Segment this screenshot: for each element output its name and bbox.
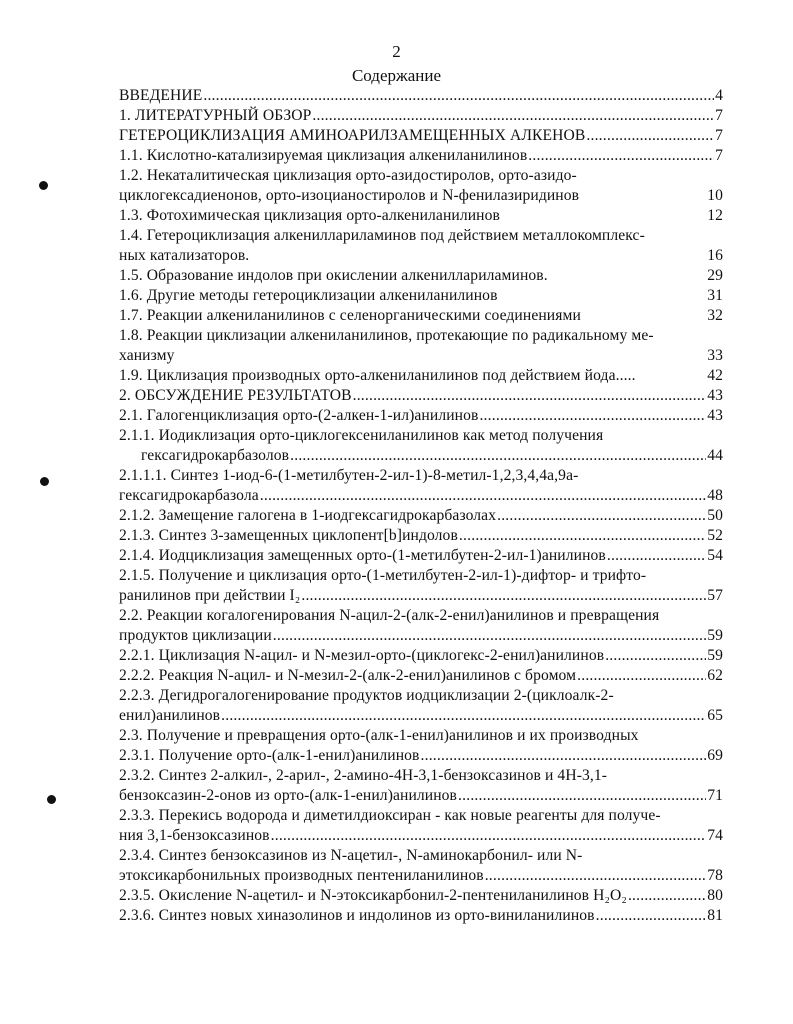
toc-entry-text: 2.1.1. Иодиклизация орто-циклогексениланилинов как метод получения — [119, 427, 604, 444]
toc-page-number: 12 — [707, 207, 723, 224]
toc-entry-text: этоксикарбонильных производных пентениланилинов — [119, 867, 484, 884]
table-of-contents — [119, 86, 723, 926]
toc-entry-text: 2.1.3. Синтез 3-замещенных циклопент[b]индолов — [119, 527, 458, 544]
margin-dot-mark — [47, 795, 56, 804]
toc-page-number: 59 — [707, 647, 723, 664]
contents-title: Содержание — [351, 66, 442, 85]
toc-entry-text: 2.1. Галогенциклизация орто-(2-алкен-1-ил)анилинов — [119, 407, 479, 424]
toc-entry-text: гексагидрокарбазола — [119, 487, 259, 504]
toc-entry-text: 1.1. Кислотно-катализируемая циклизация алкениланилинов — [119, 147, 528, 164]
toc-entry — [119, 286, 723, 306]
toc-entry-text: 1.9. Циклизация производных орто-алкениланилинов под действием йода..... — [119, 367, 636, 384]
toc-page-number: 16 — [707, 247, 723, 264]
toc-entry — [119, 166, 723, 206]
page-number: 2 — [392, 42, 401, 61]
toc-entry-text: 2.2.1. Циклизация N-ацил- и N-мезил-орто-(циклогекс-2-енил)анилинов — [119, 647, 605, 664]
toc-entry-text: 1.2. Некаталитическая циклизация орто-азидостиролов, орто-азидо- — [119, 167, 577, 184]
toc-entry-text: 2.1.2. Замещение галогена в 1-иодгексагидрокарбазолах — [119, 507, 497, 524]
toc-entry-text: 1.7. Реакции алкениланилинов с селенорганическими соединениями — [119, 307, 581, 324]
toc-entry-text: циклогексадиенонов, орто-изоцианостиролов и N-фенилазиридинов — [119, 187, 580, 204]
toc-page-number: 4 — [715, 87, 723, 104]
toc-page-number: 71 — [707, 787, 723, 804]
toc-entry — [119, 426, 723, 466]
toc-entry — [119, 86, 723, 106]
dot-leader — [596, 906, 707, 926]
toc-page-number: 74 — [707, 827, 723, 844]
toc-entry-text: 2.3.1. Получение орто-(алк-1-енил)анилинов — [119, 747, 420, 764]
toc-page-number: 78 — [707, 867, 723, 884]
toc-entry-text: 1.8. Реакции циклизации алкениланилинов, протекающие по радикальному ме- — [119, 327, 654, 344]
dot-leader — [458, 786, 706, 806]
toc-entry-text: 2.3. Получение и превращения орто-(алк-1-енил)анилинов и их производных — [119, 727, 639, 744]
toc-entry — [119, 566, 723, 606]
toc-entry — [119, 526, 723, 546]
toc-entry-text: 1. ЛИТЕРАТУРНЫЙ ОБЗОР — [119, 107, 312, 124]
toc-entry — [119, 846, 723, 886]
toc-entry — [119, 266, 723, 286]
toc-page-number: 10 — [707, 187, 723, 204]
toc-page-number: 81 — [707, 907, 723, 924]
toc-entry-text: 2.2. Реакции когалогенирования N-ацил-2-(алк-2-енил)анилинов и превращения — [119, 607, 660, 624]
toc-entry-text: 2.1.1.1. Синтез 1-иод-6-(1-метилбутен-2-ил-1)-8-метил-1,2,3,4,4а,9а- — [119, 467, 579, 484]
toc-entry — [119, 466, 723, 506]
toc-entry-text: ния 3,1-бензоксазинов — [119, 827, 270, 844]
toc-entry-text: ханизму — [119, 347, 175, 364]
toc-page-number: 80 — [707, 887, 723, 904]
toc-entry — [119, 646, 723, 666]
dot-leader — [497, 506, 706, 526]
toc-page-number: 31 — [707, 287, 723, 304]
dot-leader — [312, 106, 714, 126]
dot-leader — [271, 826, 707, 846]
toc-page-number: 44 — [707, 447, 723, 464]
toc-page-number: 54 — [707, 547, 723, 564]
toc-page-number: 50 — [707, 507, 723, 524]
toc-entry — [119, 326, 723, 366]
toc-entry-text: 2.3.6. Синтез новых хиназолинов и индолинов из орто-виниланилинов — [119, 907, 595, 924]
toc-entry — [119, 226, 723, 266]
toc-page-number: 62 — [707, 667, 723, 684]
dot-leader — [605, 646, 706, 666]
toc-entry — [119, 886, 723, 906]
toc-entry-text: 2. ОБСУЖДЕНИЕ РЕЗУЛЬТАТОВ — [119, 387, 352, 404]
toc-entry-text: 2.1.4. Иодциклизация замещенных орто-(1-метилбутен-2-ил-1)анилинов — [119, 547, 606, 564]
toc-page-number: 29 — [707, 267, 723, 284]
toc-page-number: 57 — [707, 587, 723, 604]
dot-leader — [301, 586, 706, 606]
toc-entry-text: 2.3.3. Перекись водорода и диметилдиоксиран - как новые реагенты для получе- — [119, 807, 661, 824]
toc-page-number: 7 — [715, 127, 723, 144]
toc-entry-text: 2.2.3. Дегидрогалогенирование продуктов иодциклизации 2-(циклоалк-2- — [119, 687, 614, 704]
toc-entry-text: 1.4. Гетероциклизация алкениллариламинов под действием металлокомплекс- — [119, 227, 645, 244]
toc-entry-text: 1.6. Другие методы гетероциклизации алкениланилинов — [119, 287, 498, 304]
dot-leader — [628, 886, 706, 906]
toc-entry — [119, 726, 723, 746]
toc-entry-text: 1.3. Фотохимическая циклизация орто-алкениланилинов — [119, 207, 500, 224]
dot-leader — [607, 546, 706, 566]
toc-entry-text: продуктов циклизации — [119, 627, 272, 644]
toc-page-number: 52 — [707, 527, 723, 544]
toc-entry-text: ных катализаторов. — [119, 247, 250, 264]
toc-page-number: 59 — [707, 627, 723, 644]
toc-entry — [119, 366, 723, 386]
toc-page-number: 43 — [707, 387, 723, 404]
toc-entry — [119, 406, 723, 426]
dot-leader — [290, 446, 706, 466]
dot-leader — [479, 406, 706, 426]
toc-page-number: 43 — [707, 407, 723, 424]
toc-entry-text: ранилинов при действии I₂ — [119, 587, 301, 604]
toc-entry-text: 1.5. Образование индолов при окислении алкениллариламинов. — [119, 267, 548, 284]
margin-dot-mark — [40, 477, 49, 486]
toc-entry — [119, 606, 723, 646]
dot-leader — [586, 126, 714, 146]
toc-entry-text: бензоксазин-2-онов из орто-(алк-1-енил)анилинов — [119, 787, 458, 804]
toc-entry — [119, 666, 723, 686]
dot-leader — [203, 86, 714, 106]
toc-entry-text: 2.1.5. Получение и циклизация орто-(1-метилбутен-2-ил-1)-дифтор- и трифто- — [119, 567, 647, 584]
toc-entry-text: 2.2.2. Реакция N-ацил- и N-мезил-2-(алк-2-енил)анилинов с бромом — [119, 667, 577, 684]
margin-dot-mark — [39, 181, 48, 190]
toc-entry-text: 2.3.5. Окисление N-ацетил- и N-этоксикарбонил-2-пентениланилинов H₂O₂ — [119, 887, 627, 904]
toc-entry — [119, 766, 723, 806]
toc-entry-text: ГЕТЕРОЦИКЛИЗАЦИЯ АМИНОАРИЛЗАМЕЩЕННЫХ АЛКЕНОВ — [119, 127, 586, 144]
toc-page-number: 7 — [715, 107, 723, 124]
toc-entry — [119, 746, 723, 766]
dot-leader — [485, 866, 707, 886]
toc-entry-text: 2.3.4. Синтез бензоксазинов из N-ацетил-, N-аминокарбонил- или N- — [119, 847, 583, 864]
dot-leader — [260, 486, 706, 506]
dot-leader — [353, 386, 707, 406]
toc-entry — [119, 906, 723, 926]
dot-leader — [577, 666, 706, 686]
toc-page-number: 7 — [715, 147, 723, 164]
toc-entry-text: енил)анилинов — [119, 707, 221, 724]
dot-leader — [459, 526, 706, 546]
toc-entry — [119, 686, 723, 726]
toc-entry — [119, 546, 723, 566]
toc-entry — [119, 146, 723, 166]
toc-page-number: 33 — [707, 347, 723, 364]
toc-page-number: 69 — [707, 747, 723, 764]
toc-page-number: 42 — [707, 367, 723, 384]
toc-entry-text: ВВЕДЕНИЕ — [119, 87, 203, 104]
dot-leader — [221, 706, 706, 726]
toc-entry — [119, 306, 723, 326]
toc-page-number: 48 — [707, 487, 723, 504]
toc-entry — [119, 206, 723, 226]
dot-leader — [421, 746, 707, 766]
toc-entry — [119, 106, 723, 126]
dot-leader — [528, 146, 714, 166]
dot-leader — [273, 626, 706, 646]
toc-entry — [119, 386, 723, 406]
toc-entry-text: 2.3.2. Синтез 2-алкил-, 2-арил-, 2-амино-4Н-3,1-бензоксазинов и 4Н-3,1- — [119, 767, 608, 784]
toc-entry — [119, 506, 723, 526]
toc-entry-text: гексагидрокарбазолов — [141, 447, 290, 464]
toc-entry — [119, 126, 723, 146]
toc-entry — [119, 806, 723, 846]
toc-page-number: 32 — [707, 307, 723, 324]
toc-page-number: 65 — [707, 707, 723, 724]
